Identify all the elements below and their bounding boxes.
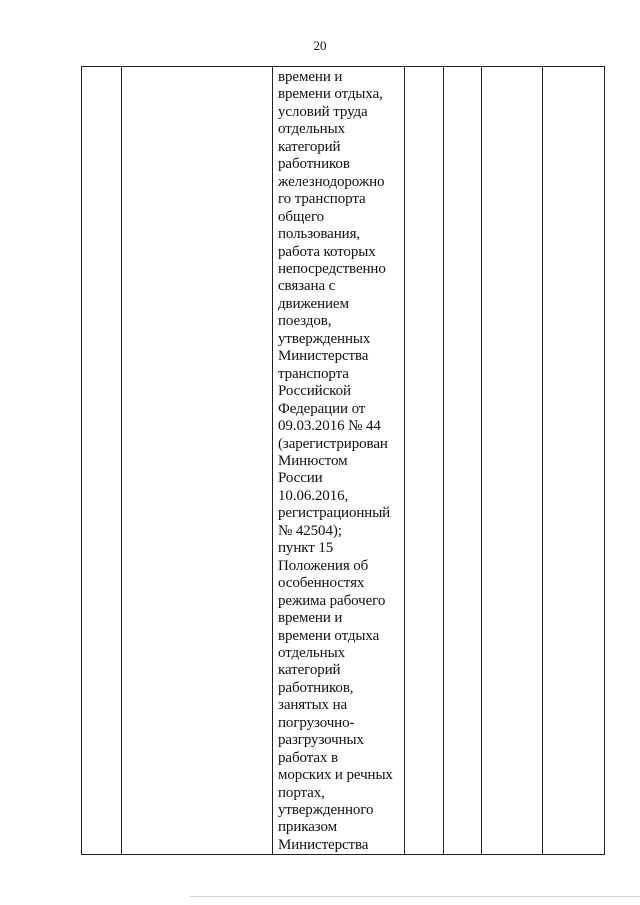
table-cell-6 [482,67,543,855]
table-cell-5 [444,67,482,855]
table-cell-legal-basis [273,67,405,855]
table-cell-2 [122,67,273,855]
document-table [81,66,605,855]
table-cell-7 [543,67,605,855]
table-cell-4 [405,67,444,855]
legal-basis-text: времени и времени отдыха, условий труда отдельных категорий работников железнодорожно го транспорта общего пользования, работа которых непосредственно связана с движением поездов, утвержденных Министерства транспорта Российской Федерации от 09.03.2016 № 44 (зарегистрирован Минюстом России 10.06.2016, регистрационный № 42504); пункт 15 Положения об особенностях режима рабочего времени и времени отдыха отдельных категорий работников, занятых на погрузочно- разгрузочных работах в морских и речных портах, утвержденного приказом Министерства [278,69,393,853]
page-number: 20 [313,38,327,53]
table-row [82,67,605,855]
scan-bottom-line [190,896,640,897]
table-cell-1 [82,67,122,855]
